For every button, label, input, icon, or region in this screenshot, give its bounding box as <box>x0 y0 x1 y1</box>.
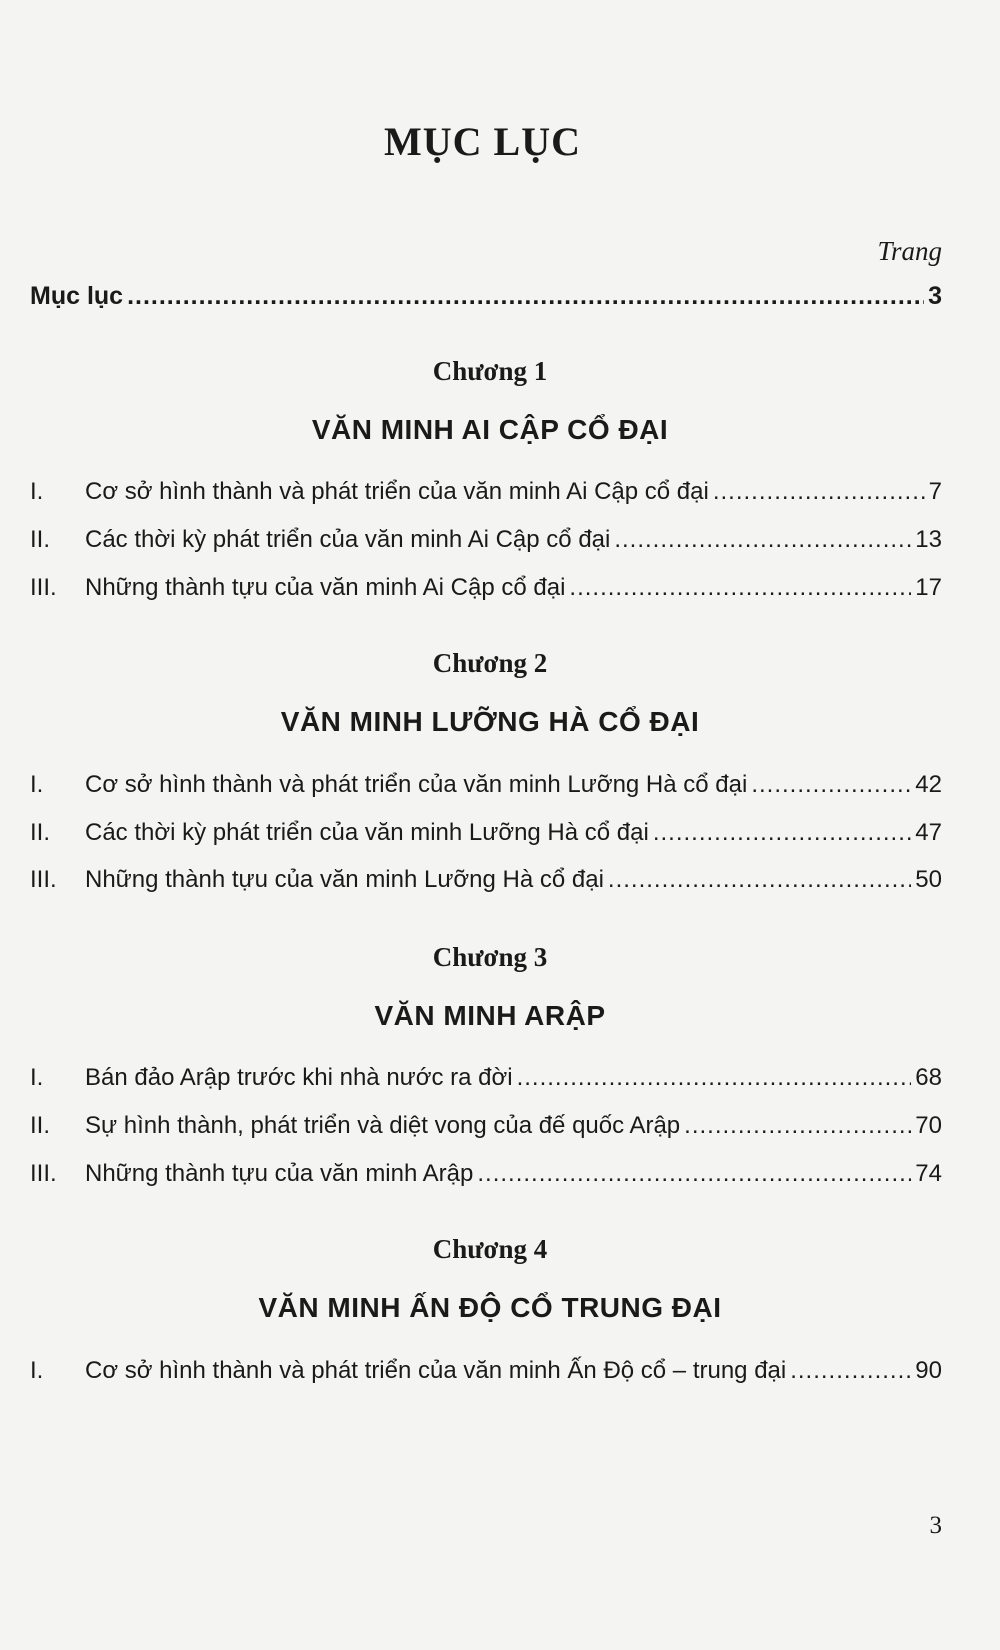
chapter-title: VĂN MINH ẤN ĐỘ CỔ TRUNG ĐẠI <box>258 1292 722 1323</box>
dot-leader <box>790 1357 911 1385</box>
toc-entry-label: Các thời kỳ phát triển của văn minh Ai Cập cổ đại <box>85 526 611 553</box>
toc-entry-page: 3 <box>928 282 942 310</box>
dot-leader <box>653 819 911 847</box>
toc-entry[interactable] <box>30 771 942 799</box>
toc-entry-label: Mục lục <box>30 282 124 310</box>
toc-entry[interactable] <box>30 1357 942 1385</box>
toc-entry-page: 47 <box>915 819 942 846</box>
toc-entry-page: 74 <box>915 1160 942 1187</box>
toc-entry[interactable] <box>30 1160 942 1188</box>
toc-entry[interactable] <box>30 1112 942 1140</box>
toc-entry-number: I. <box>30 478 44 505</box>
toc-entry-label: Cơ sở hình thành và phát triển của văn minh Lưỡng Hà cổ đại <box>85 771 748 798</box>
toc-entry-page: 13 <box>915 526 942 553</box>
toc-entry[interactable] <box>30 819 942 847</box>
chapter-title: VĂN MINH AI CẬP CỔ ĐẠI <box>311 414 669 445</box>
toc-entry-number: III. <box>30 1160 57 1187</box>
toc-entry-number: I. <box>30 1357 44 1384</box>
toc-entry-page: 90 <box>915 1357 942 1384</box>
dot-leader <box>127 282 924 311</box>
toc-entry-intro[interactable] <box>30 282 942 311</box>
chapter-heading: Chương 4 <box>432 1234 548 1264</box>
toc-entry-number: III. <box>30 866 57 893</box>
dot-leader <box>608 866 911 894</box>
page-number: 3 <box>929 1512 942 1539</box>
toc-entry-number: I. <box>30 771 44 798</box>
toc-entry[interactable] <box>30 478 942 506</box>
toc-entry-page: 70 <box>915 1112 942 1139</box>
toc-entry-label: Cơ sở hình thành và phát triển của văn minh Ai Cập cổ đại <box>85 478 709 505</box>
toc-entry-label: Những thành tựu của văn minh Lưỡng Hà cổ đại <box>85 866 604 893</box>
page-column-header: Trang <box>877 236 942 266</box>
toc-entry-page: 68 <box>915 1064 942 1091</box>
toc-entry-label: Những thành tựu của văn minh Arập <box>85 1160 474 1187</box>
toc-entry[interactable] <box>30 1064 942 1092</box>
dot-leader <box>569 574 911 602</box>
toc-entry[interactable] <box>30 574 942 602</box>
chapter-title: VĂN MINH LƯỠNG HÀ CỔ ĐẠI <box>280 706 700 737</box>
toc-entry-number: III. <box>30 574 57 601</box>
dot-leader <box>614 526 911 554</box>
dot-leader <box>684 1112 911 1140</box>
dot-leader <box>713 478 925 506</box>
toc-entry-page: 17 <box>915 574 942 601</box>
dot-leader <box>751 771 911 799</box>
dot-leader <box>517 1064 912 1092</box>
toc-entry[interactable] <box>30 866 942 894</box>
toc-entry-label: Sự hình thành, phát triển và diệt vong của đế quốc Arập <box>85 1112 681 1139</box>
dot-leader <box>477 1160 911 1188</box>
toc-entry-number: II. <box>30 526 51 553</box>
toc-entry-label: Bán đảo Arập trước khi nhà nước ra đời <box>85 1064 513 1091</box>
chapter-heading: Chương 2 <box>432 648 548 678</box>
toc-entry-label: Cơ sở hình thành và phát triển của văn minh Ấn Độ cổ – trung đại <box>85 1357 787 1384</box>
chapter-heading: Chương 3 <box>432 942 548 972</box>
chapter-title: VĂN MINH ARẬP <box>374 1000 606 1031</box>
toc-entry-number: I. <box>30 1064 44 1091</box>
toc-entry-number: II. <box>30 819 51 846</box>
toc-entry-page: 50 <box>915 866 942 893</box>
toc-entry[interactable] <box>30 526 942 554</box>
toc-entry-label: Những thành tựu của văn minh Ai Cập cổ đại <box>85 574 566 601</box>
toc-entry-label: Các thời kỳ phát triển của văn minh Lưỡng Hà cổ đại <box>85 819 649 846</box>
page-title: MỤC LỤC <box>384 119 581 164</box>
toc-entry-number: II. <box>30 1112 51 1139</box>
toc-entry-page: 7 <box>928 478 942 505</box>
toc-entry-page: 42 <box>915 771 942 798</box>
chapter-heading: Chương 1 <box>432 356 548 386</box>
